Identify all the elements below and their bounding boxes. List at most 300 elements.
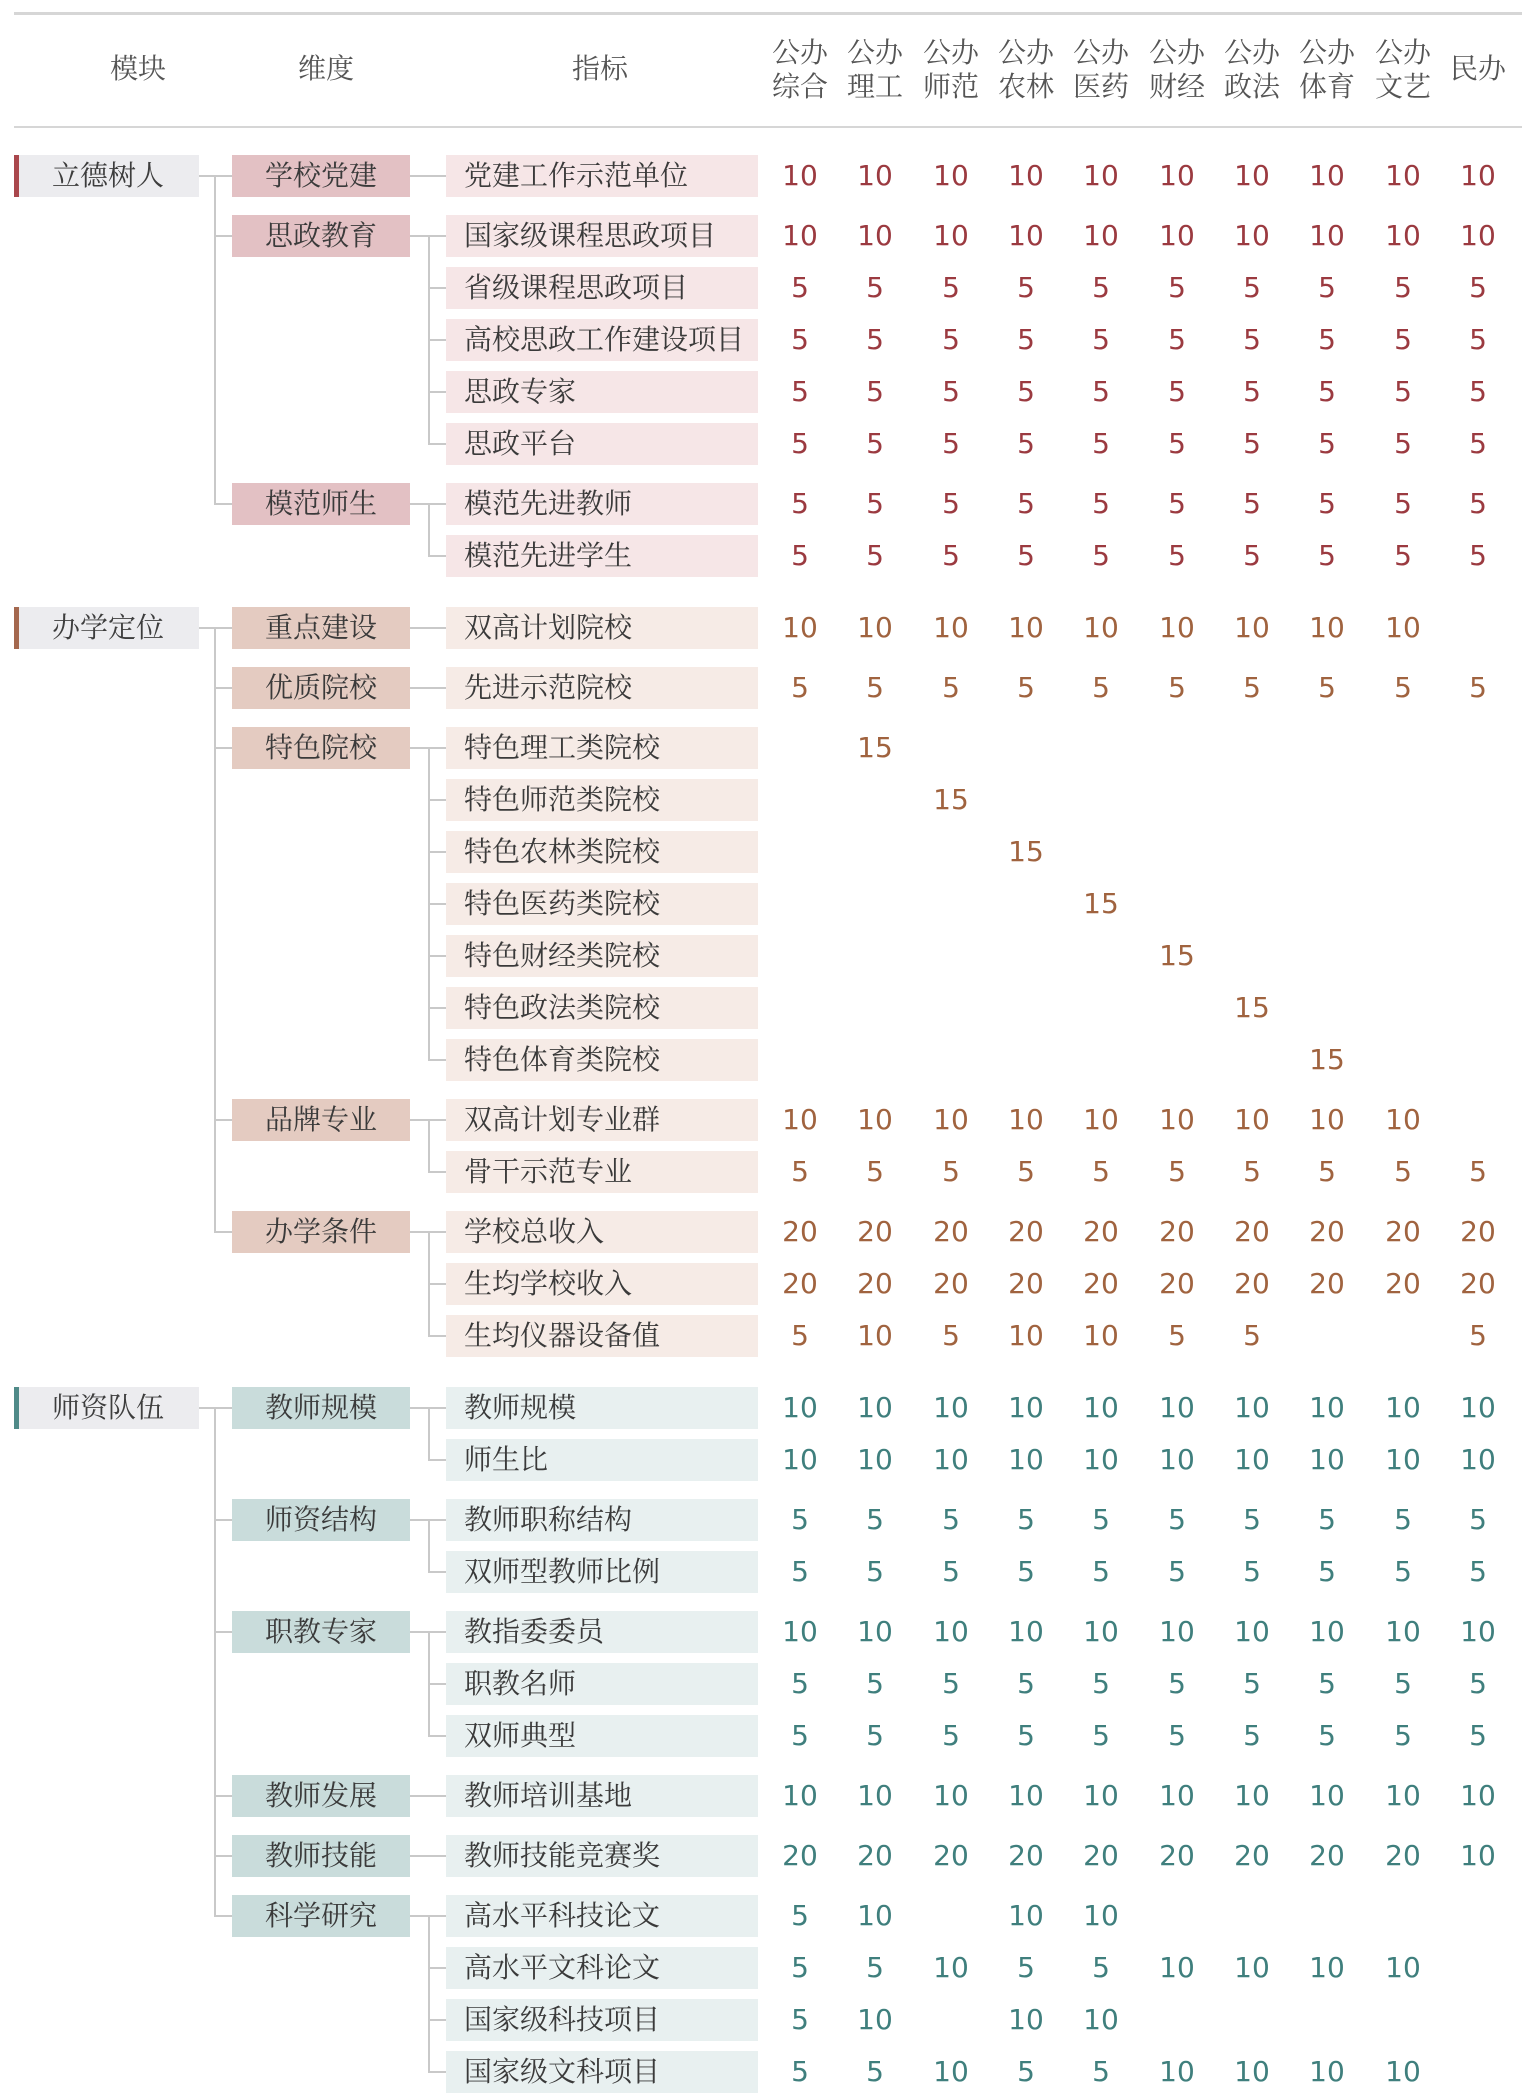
- score-value: 15: [933, 783, 969, 816]
- score-value: 10: [1008, 1319, 1044, 1352]
- score-value: 5: [866, 427, 884, 460]
- score-value: 10: [1309, 1615, 1345, 1648]
- score-value: 5: [1017, 1951, 1035, 1984]
- column-header: [1363, 36, 1443, 104]
- score-value: 5: [1017, 1155, 1035, 1188]
- score-value: 5: [1168, 1503, 1186, 1536]
- score-value: 10: [1083, 1103, 1119, 1136]
- score-value: 5: [942, 1719, 960, 1752]
- score-value: 20: [1385, 1839, 1421, 1872]
- score-value: 20: [1159, 1839, 1195, 1872]
- score-value: 5: [1017, 539, 1035, 572]
- score-value: 5: [1092, 375, 1110, 408]
- score-value: [1440, 831, 1516, 873]
- score-value: 10: [1385, 611, 1421, 644]
- score-value: 10: [782, 1615, 818, 1648]
- score-value: 10: [1083, 2003, 1119, 2036]
- score-value: 10: [857, 1899, 893, 1932]
- header-rule: [14, 126, 1522, 128]
- score-value: 5: [1092, 323, 1110, 356]
- header-module: 模块: [109, 52, 166, 85]
- score-value: [1289, 987, 1365, 1029]
- score-value: [1139, 987, 1215, 1029]
- score-value: 5: [791, 271, 809, 304]
- column-header: [1287, 36, 1367, 104]
- score-value: [1214, 883, 1290, 925]
- score-value: [1440, 727, 1516, 769]
- column-header-line: 公办: [846, 36, 903, 69]
- score-value: [837, 987, 913, 1029]
- score-value: 20: [1008, 1267, 1044, 1300]
- score-value: 5: [942, 539, 960, 572]
- score-value: [1139, 1895, 1215, 1937]
- score-value: 10: [1083, 1899, 1119, 1932]
- score-value: 5: [1469, 1319, 1487, 1352]
- score-value: 5: [1394, 271, 1412, 304]
- score-value: 10: [1008, 159, 1044, 192]
- score-value: 5: [791, 2003, 809, 2036]
- connector-line: [428, 1683, 446, 1685]
- score-value: [1139, 1999, 1215, 2041]
- score-value: 5: [942, 323, 960, 356]
- score-value: 5: [1469, 539, 1487, 572]
- score-value: 5: [1168, 271, 1186, 304]
- score-value: 5: [1168, 1719, 1186, 1752]
- score-value: [837, 831, 913, 873]
- connector-line: [428, 799, 446, 801]
- score-value: [1289, 727, 1365, 769]
- module-accent-bar: [14, 155, 19, 197]
- score-value: 5: [866, 1155, 884, 1188]
- module-label: 立德树人: [52, 159, 165, 192]
- score-value: 5: [942, 1503, 960, 1536]
- score-value: [1365, 727, 1441, 769]
- score-value: 10: [1234, 1779, 1270, 1812]
- score-value: [1365, 935, 1441, 977]
- score-value: 10: [1460, 159, 1496, 192]
- indicator-cell: 党建工作示范单位: [446, 155, 758, 197]
- score-value: [837, 1039, 913, 1081]
- score-value: 5: [1017, 323, 1035, 356]
- score-value: [913, 935, 989, 977]
- score-value: 20: [782, 1839, 818, 1872]
- score-value: 10: [1460, 1839, 1496, 1872]
- score-value: [988, 883, 1064, 925]
- score-value: 10: [1159, 159, 1195, 192]
- score-value: [1440, 607, 1516, 649]
- score-value: 5: [866, 1555, 884, 1588]
- score-value: 5: [791, 1667, 809, 1700]
- score-value: [1365, 1999, 1441, 2041]
- score-value: 20: [1234, 1215, 1270, 1248]
- score-value: 20: [1159, 1215, 1195, 1248]
- score-value: 5: [1168, 1667, 1186, 1700]
- score-value: [1440, 1099, 1516, 1141]
- score-value: 5: [1092, 487, 1110, 520]
- score-value: 10: [1309, 1103, 1345, 1136]
- score-value: 10: [1159, 1951, 1195, 1984]
- score-value: 5: [1243, 1667, 1261, 1700]
- score-value: [1063, 831, 1139, 873]
- score-value: 10: [1385, 1615, 1421, 1648]
- score-value: 5: [1092, 2055, 1110, 2088]
- score-value: [1289, 1315, 1365, 1357]
- score-value: 20: [1234, 1839, 1270, 1872]
- score-value: 10: [1159, 1391, 1195, 1424]
- score-value: 5: [1168, 487, 1186, 520]
- header-indicator: 指标: [571, 52, 628, 85]
- score-value: [988, 727, 1064, 769]
- score-value: [1440, 779, 1516, 821]
- connector-line: [428, 391, 446, 393]
- score-value: 5: [1394, 1503, 1412, 1536]
- score-value: 5: [1092, 1155, 1110, 1188]
- score-value: 5: [1469, 1503, 1487, 1536]
- indicator-cell: 双高计划院校: [446, 607, 758, 649]
- dimension-cell: 教师发展: [232, 1775, 410, 1817]
- score-value: [1440, 883, 1516, 925]
- score-value: 5: [942, 1555, 960, 1588]
- score-value: [762, 727, 838, 769]
- score-value: 20: [1234, 1267, 1270, 1300]
- score-value: [762, 987, 838, 1029]
- score-value: 5: [1318, 375, 1336, 408]
- dimension-cell: 学校党建: [232, 155, 410, 197]
- score-value: 5: [1318, 1155, 1336, 1188]
- score-value: 10: [933, 1103, 969, 1136]
- score-value: 10: [1159, 2055, 1195, 2088]
- column-header: [835, 36, 915, 104]
- score-value: [1139, 779, 1215, 821]
- score-value: 10: [1385, 1443, 1421, 1476]
- score-value: 10: [782, 219, 818, 252]
- score-value: 5: [1168, 671, 1186, 704]
- score-value: 10: [1008, 1391, 1044, 1424]
- score-value: [837, 883, 913, 925]
- indicator-cell: 特色医药类院校: [446, 883, 758, 925]
- score-value: 10: [1234, 1951, 1270, 1984]
- score-value: 20: [857, 1839, 893, 1872]
- score-value: 10: [1008, 611, 1044, 644]
- score-value: [1289, 883, 1365, 925]
- score-value: 10: [1309, 1779, 1345, 1812]
- column-header: [986, 36, 1066, 104]
- indicator-cell: 特色政法类院校: [446, 987, 758, 1029]
- score-value: 5: [1017, 1503, 1035, 1536]
- column-header-line: 文艺: [1374, 70, 1431, 103]
- score-value: [1440, 1039, 1516, 1081]
- score-value: 20: [1385, 1215, 1421, 1248]
- column-header-line: 公办: [997, 36, 1054, 69]
- score-value: [988, 987, 1064, 1029]
- score-value: [913, 831, 989, 873]
- score-value: 5: [1243, 671, 1261, 704]
- score-value: 20: [1008, 1839, 1044, 1872]
- score-value: 10: [1008, 1615, 1044, 1648]
- score-value: [1063, 935, 1139, 977]
- connector-line: [410, 687, 446, 689]
- score-value: [988, 935, 1064, 977]
- connector-line: [428, 1335, 446, 1337]
- score-value: 10: [1159, 1615, 1195, 1648]
- score-value: 5: [1168, 1555, 1186, 1588]
- score-value: [1214, 727, 1290, 769]
- score-value: 5: [791, 375, 809, 408]
- score-value: 5: [1017, 427, 1035, 460]
- score-value: 5: [866, 1503, 884, 1536]
- score-value: 20: [1008, 1215, 1044, 1248]
- indicator-cell: 职教名师: [446, 1663, 758, 1705]
- module-cell: [14, 1387, 199, 1429]
- column-header: [1137, 36, 1217, 104]
- score-value: 10: [1234, 219, 1270, 252]
- score-value: 10: [1309, 1443, 1345, 1476]
- score-value: 10: [857, 1391, 893, 1424]
- score-value: 10: [1008, 1779, 1044, 1812]
- score-value: 5: [942, 671, 960, 704]
- connector-line: [214, 176, 216, 504]
- score-value: 5: [1243, 1555, 1261, 1588]
- connector-line: [214, 1519, 232, 1521]
- score-value: 10: [782, 1443, 818, 1476]
- score-value: 10: [933, 611, 969, 644]
- column-header: [1212, 36, 1292, 104]
- column-header-line: 财经: [1148, 70, 1205, 103]
- score-value: 5: [791, 487, 809, 520]
- score-value: 5: [1318, 487, 1336, 520]
- score-value: 10: [1159, 1779, 1195, 1812]
- indicator-cell: 特色师范类院校: [446, 779, 758, 821]
- score-value: 10: [1008, 1103, 1044, 1136]
- score-value: [1289, 1999, 1365, 2041]
- score-value: [1063, 727, 1139, 769]
- score-value: 20: [1309, 1839, 1345, 1872]
- indicator-cell: 国家级科技项目: [446, 1999, 758, 2041]
- column-header-line: 理工: [846, 70, 903, 103]
- score-value: 10: [857, 219, 893, 252]
- score-value: 5: [1017, 1719, 1035, 1752]
- score-value: 10: [1083, 1779, 1119, 1812]
- score-value: 5: [1394, 427, 1412, 460]
- score-value: 10: [857, 1615, 893, 1648]
- connector-line: [410, 175, 446, 177]
- score-value: 5: [1017, 375, 1035, 408]
- score-value: 5: [1243, 1719, 1261, 1752]
- score-value: 10: [1309, 219, 1345, 252]
- score-value: 20: [1460, 1267, 1496, 1300]
- score-value: 5: [1092, 271, 1110, 304]
- score-value: 5: [791, 1503, 809, 1536]
- module-label: 办学定位: [52, 611, 165, 644]
- dimension-cell: 思政教育: [232, 215, 410, 257]
- indicator-cell: 模范先进教师: [446, 483, 758, 525]
- score-value: 5: [1318, 1503, 1336, 1536]
- score-value: [1365, 1039, 1441, 1081]
- connector-line: [428, 1171, 446, 1173]
- score-value: 10: [1159, 1443, 1195, 1476]
- score-value: 5: [942, 427, 960, 460]
- score-value: 5: [1017, 1667, 1035, 1700]
- module-cell: [14, 155, 199, 197]
- score-value: 10: [1234, 1103, 1270, 1136]
- score-value: 10: [933, 2055, 969, 2088]
- score-value: [1440, 935, 1516, 977]
- score-value: 5: [866, 671, 884, 704]
- column-header-line: 公办: [1223, 36, 1280, 69]
- column-header-line: 公办: [771, 36, 828, 69]
- score-value: [988, 779, 1064, 821]
- indicator-cell: 特色农林类院校: [446, 831, 758, 873]
- connector-line: [428, 287, 446, 289]
- score-value: [1139, 831, 1215, 873]
- column-header-line: 体育: [1298, 70, 1355, 103]
- score-value: [1365, 831, 1441, 873]
- score-value: 10: [1309, 1951, 1345, 1984]
- score-value: 5: [942, 271, 960, 304]
- score-value: 5: [1469, 427, 1487, 460]
- connector-line: [214, 687, 232, 689]
- score-value: 5: [1469, 1719, 1487, 1752]
- connector-line: [410, 1795, 446, 1797]
- connector-line: [428, 955, 446, 957]
- score-value: 5: [866, 487, 884, 520]
- score-value: 10: [782, 611, 818, 644]
- score-value: 10: [782, 159, 818, 192]
- connector-line: [428, 2071, 446, 2073]
- score-value: 20: [857, 1267, 893, 1300]
- score-value: [1214, 935, 1290, 977]
- dimension-cell: 办学条件: [232, 1211, 410, 1253]
- score-value: 10: [1234, 611, 1270, 644]
- score-value: 20: [1159, 1267, 1195, 1300]
- score-value: 5: [1469, 487, 1487, 520]
- score-value: 5: [1469, 1667, 1487, 1700]
- dimension-cell: 教师规模: [232, 1387, 410, 1429]
- score-value: 15: [857, 731, 893, 764]
- score-value: 10: [1008, 1443, 1044, 1476]
- score-value: [1365, 987, 1441, 1029]
- score-value: 5: [1394, 1667, 1412, 1700]
- score-value: 10: [857, 611, 893, 644]
- score-value: [1063, 1039, 1139, 1081]
- score-value: 5: [791, 1899, 809, 1932]
- score-value: 10: [1083, 219, 1119, 252]
- connector-line: [428, 1735, 446, 1737]
- score-value: 10: [1460, 1391, 1496, 1424]
- score-value: 10: [857, 1103, 893, 1136]
- dimension-cell: 教师技能: [232, 1835, 410, 1877]
- score-value: 5: [1318, 539, 1336, 572]
- score-value: 10: [1159, 611, 1195, 644]
- score-value: 5: [791, 671, 809, 704]
- score-value: 15: [1008, 835, 1044, 868]
- connector-line: [428, 2019, 446, 2021]
- connector-line: [214, 1855, 232, 1857]
- column-header-line: 公办: [1148, 36, 1205, 69]
- score-value: [762, 883, 838, 925]
- score-value: 10: [857, 1779, 893, 1812]
- score-value: 10: [1309, 2055, 1345, 2088]
- column-header-line: 公办: [1298, 36, 1355, 69]
- indicator-cell: 国家级文科项目: [446, 2051, 758, 2093]
- score-value: 5: [791, 1319, 809, 1352]
- dimension-cell: 科学研究: [232, 1895, 410, 1937]
- score-value: 10: [1385, 1103, 1421, 1136]
- score-value: 5: [791, 1951, 809, 1984]
- indicator-cell: 高水平文科论文: [446, 1947, 758, 1989]
- score-value: 5: [1469, 271, 1487, 304]
- column-header-line: 公办: [1374, 36, 1431, 69]
- score-value: 10: [857, 2003, 893, 2036]
- score-value: 10: [1385, 1779, 1421, 1812]
- score-value: 10: [1008, 1899, 1044, 1932]
- score-value: 5: [1394, 323, 1412, 356]
- score-value: [913, 1999, 989, 2041]
- score-value: [1289, 831, 1365, 873]
- score-value: 5: [1017, 671, 1035, 704]
- score-value: 5: [1318, 1667, 1336, 1700]
- score-value: 5: [1318, 427, 1336, 460]
- score-value: 5: [942, 487, 960, 520]
- connector-line: [214, 628, 216, 1232]
- score-value: 10: [933, 1779, 969, 1812]
- score-value: [1214, 1039, 1290, 1081]
- score-value: [1063, 987, 1139, 1029]
- score-value: 5: [1318, 271, 1336, 304]
- score-value: 10: [1008, 2003, 1044, 2036]
- connector-line: [428, 1916, 430, 2072]
- score-value: [762, 779, 838, 821]
- indicator-cell: 双师型教师比例: [446, 1551, 758, 1593]
- score-value: 5: [866, 271, 884, 304]
- score-value: 5: [1318, 1555, 1336, 1588]
- score-value: [1289, 779, 1365, 821]
- column-header-line: 师范: [922, 70, 979, 103]
- score-value: 5: [1394, 1719, 1412, 1752]
- score-value: 5: [791, 2055, 809, 2088]
- score-value: 20: [1385, 1267, 1421, 1300]
- score-value: 10: [857, 1443, 893, 1476]
- score-value: [988, 1039, 1064, 1081]
- score-value: 5: [1017, 487, 1035, 520]
- score-value: 10: [1460, 1779, 1496, 1812]
- indicator-cell: 双高计划专业群: [446, 1099, 758, 1141]
- score-value: 5: [1168, 375, 1186, 408]
- score-value: 10: [933, 159, 969, 192]
- score-value: 10: [933, 1443, 969, 1476]
- score-value: 10: [1309, 1391, 1345, 1424]
- score-value: 5: [791, 539, 809, 572]
- score-value: 5: [1394, 1155, 1412, 1188]
- indicator-cell: 省级课程思政项目: [446, 267, 758, 309]
- score-value: 5: [1318, 323, 1336, 356]
- score-value: [1440, 1999, 1516, 2041]
- connector-line: [428, 339, 446, 341]
- score-value: 15: [1159, 939, 1195, 972]
- score-value: 5: [1243, 375, 1261, 408]
- connector-line: [428, 1007, 446, 1009]
- connector-line: [428, 1408, 430, 1460]
- score-value: 5: [791, 323, 809, 356]
- score-value: 5: [866, 1719, 884, 1752]
- score-value: 5: [1092, 1719, 1110, 1752]
- score-value: 5: [1092, 427, 1110, 460]
- score-value: 10: [1159, 219, 1195, 252]
- score-value: 10: [1385, 2055, 1421, 2088]
- score-value: 5: [1168, 427, 1186, 460]
- score-value: 5: [1394, 539, 1412, 572]
- score-value: 5: [1092, 1503, 1110, 1536]
